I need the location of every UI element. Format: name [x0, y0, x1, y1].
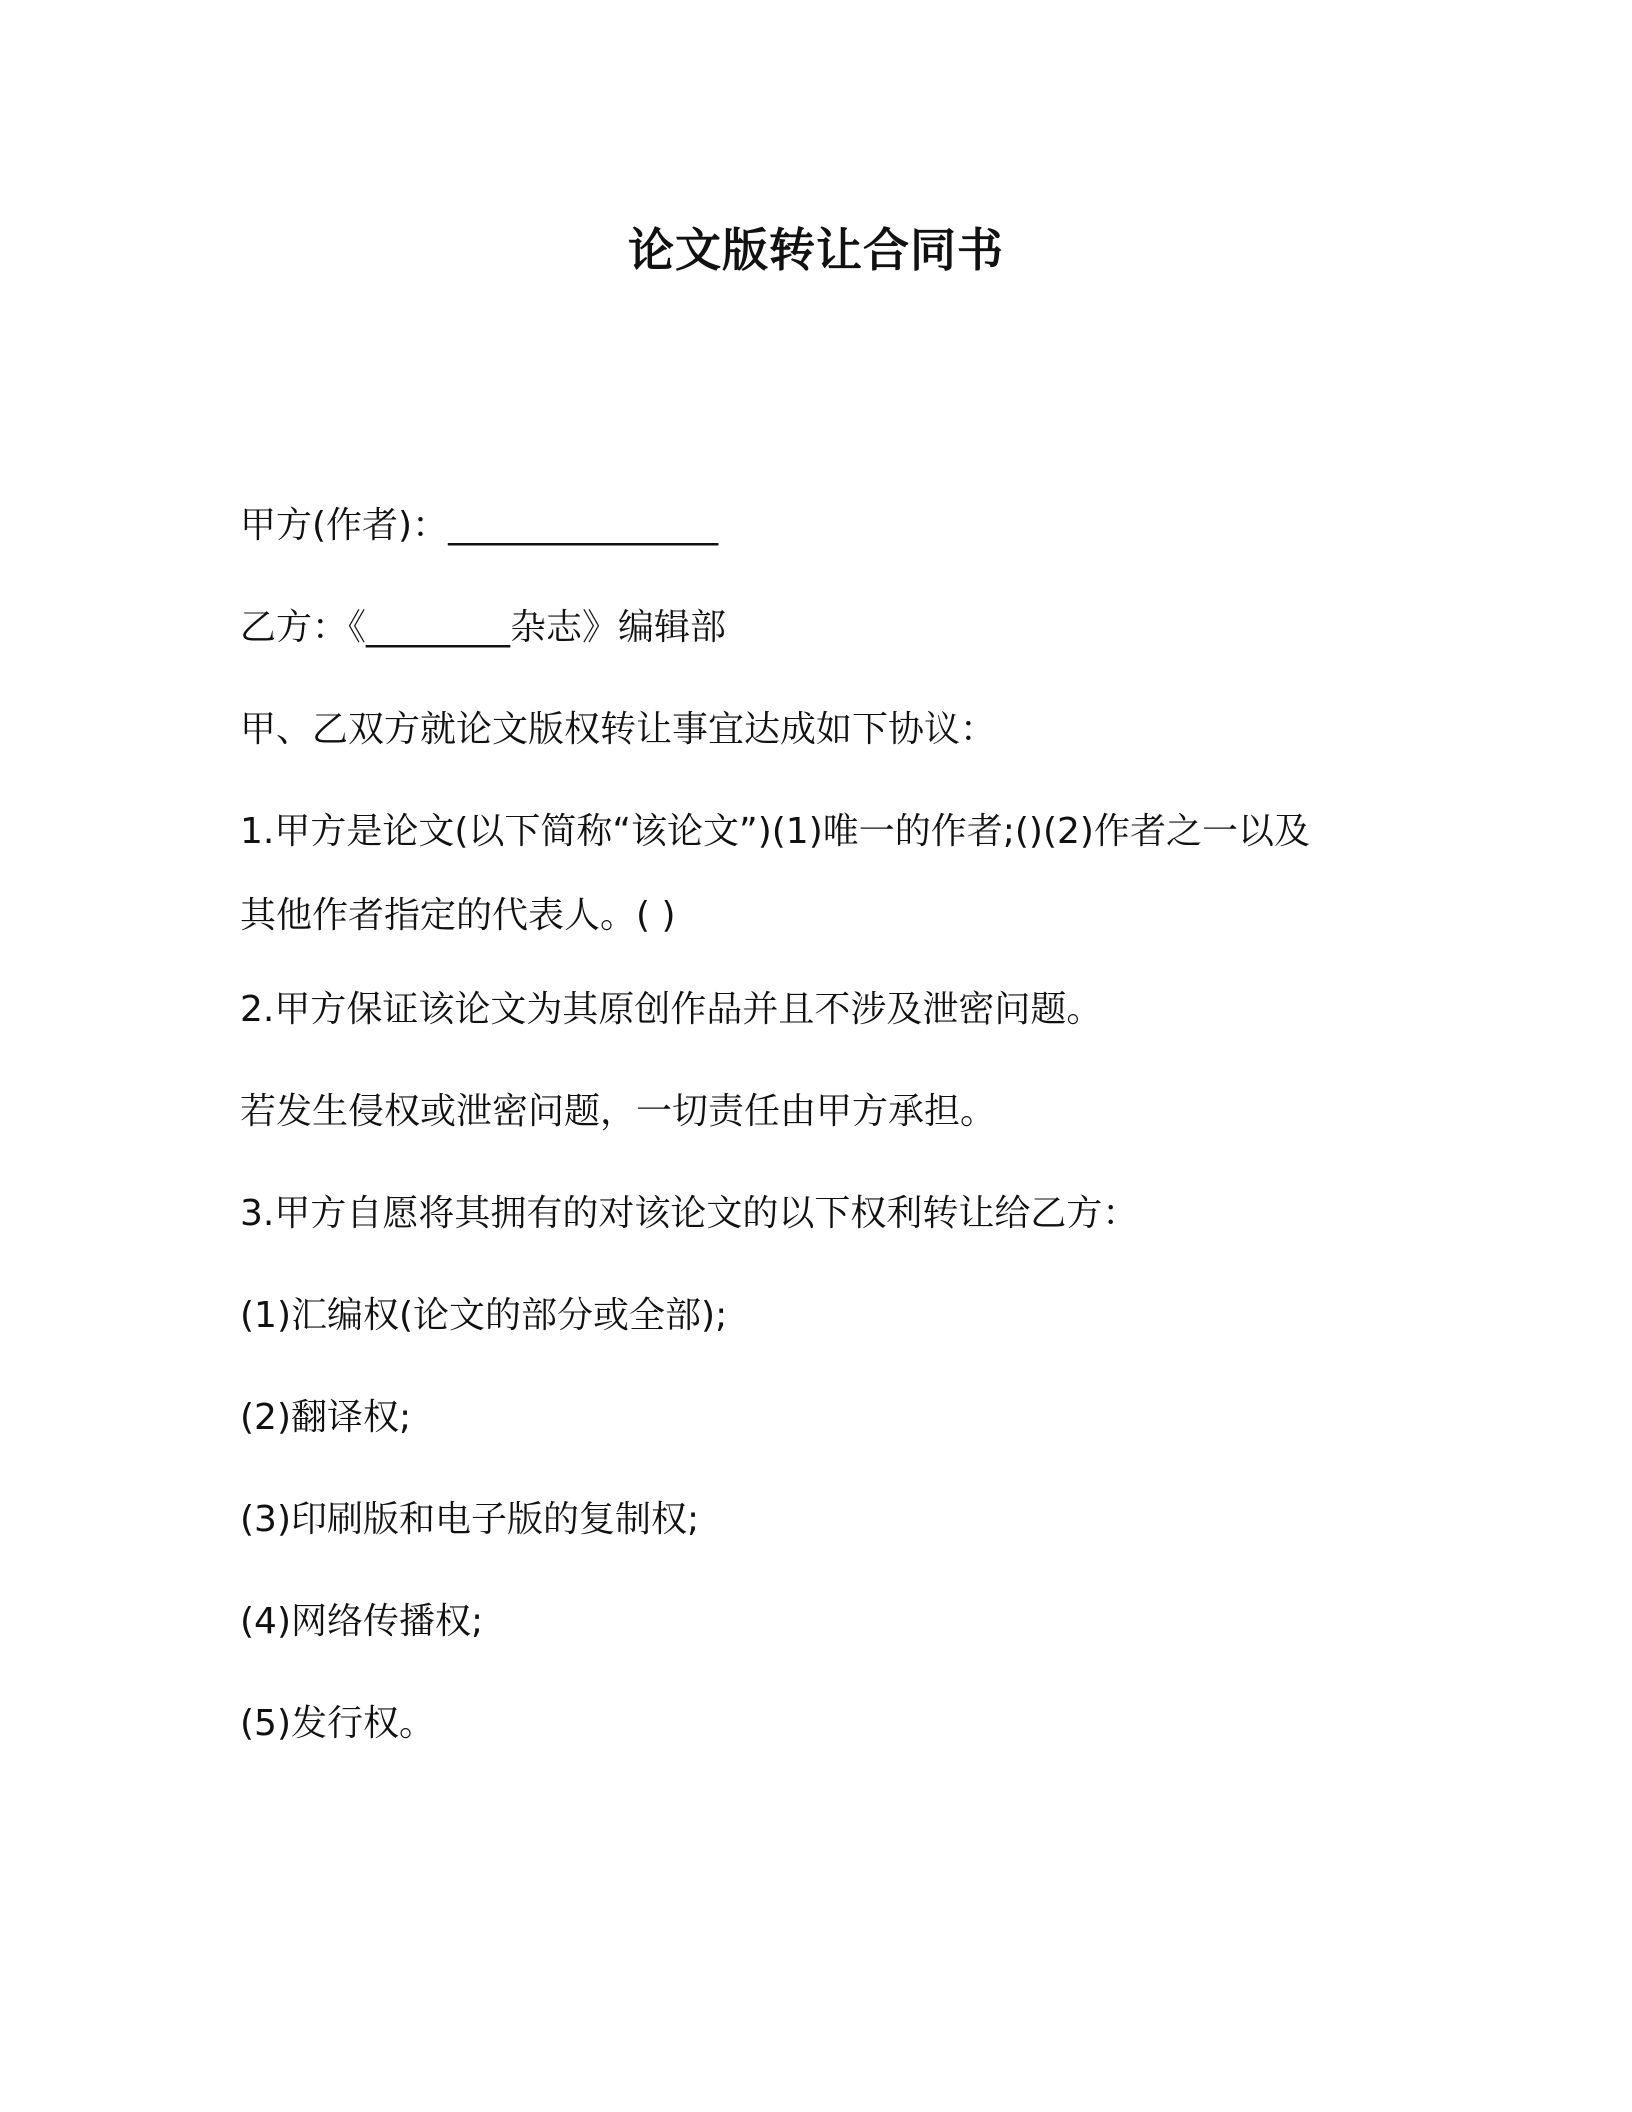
- agreement-intro: 甲、乙双方就论文版权转让事宜达成如下协议：: [240, 709, 997, 750]
- right-item: (5)发行权。: [240, 1703, 435, 1744]
- clause-1-line-1: 1.甲方是论文(以下简称“该论文”)(1)唯一的作者;()(2)作者之一以及: [240, 811, 1310, 852]
- document-title: 论文版转让合同书: [628, 223, 1004, 277]
- party-b-line: 乙方：《________杂志》编辑部: [240, 607, 727, 648]
- clause-2: 2.甲方保证该论文为其原创作品并且不涉及泄密问题。: [240, 989, 1103, 1030]
- party-a-line: 甲方(作者)：_______________: [240, 505, 719, 546]
- clause-1-line-2: 其他作者指定的代表人。( ): [240, 895, 676, 936]
- right-item: (2)翻译权;: [240, 1397, 412, 1438]
- right-item: (3)印刷版和电子版的复制权;: [240, 1499, 700, 1540]
- right-item: (1)汇编权(论文的部分或全部);: [240, 1295, 728, 1336]
- right-item: (4)网络传播权;: [240, 1601, 484, 1642]
- clause-2-liability: 若发生侵权或泄密问题，一切责任由甲方承担。: [240, 1091, 997, 1132]
- clause-3: 3.甲方自愿将其拥有的对该论文的以下权利转让给乙方：: [240, 1193, 1139, 1234]
